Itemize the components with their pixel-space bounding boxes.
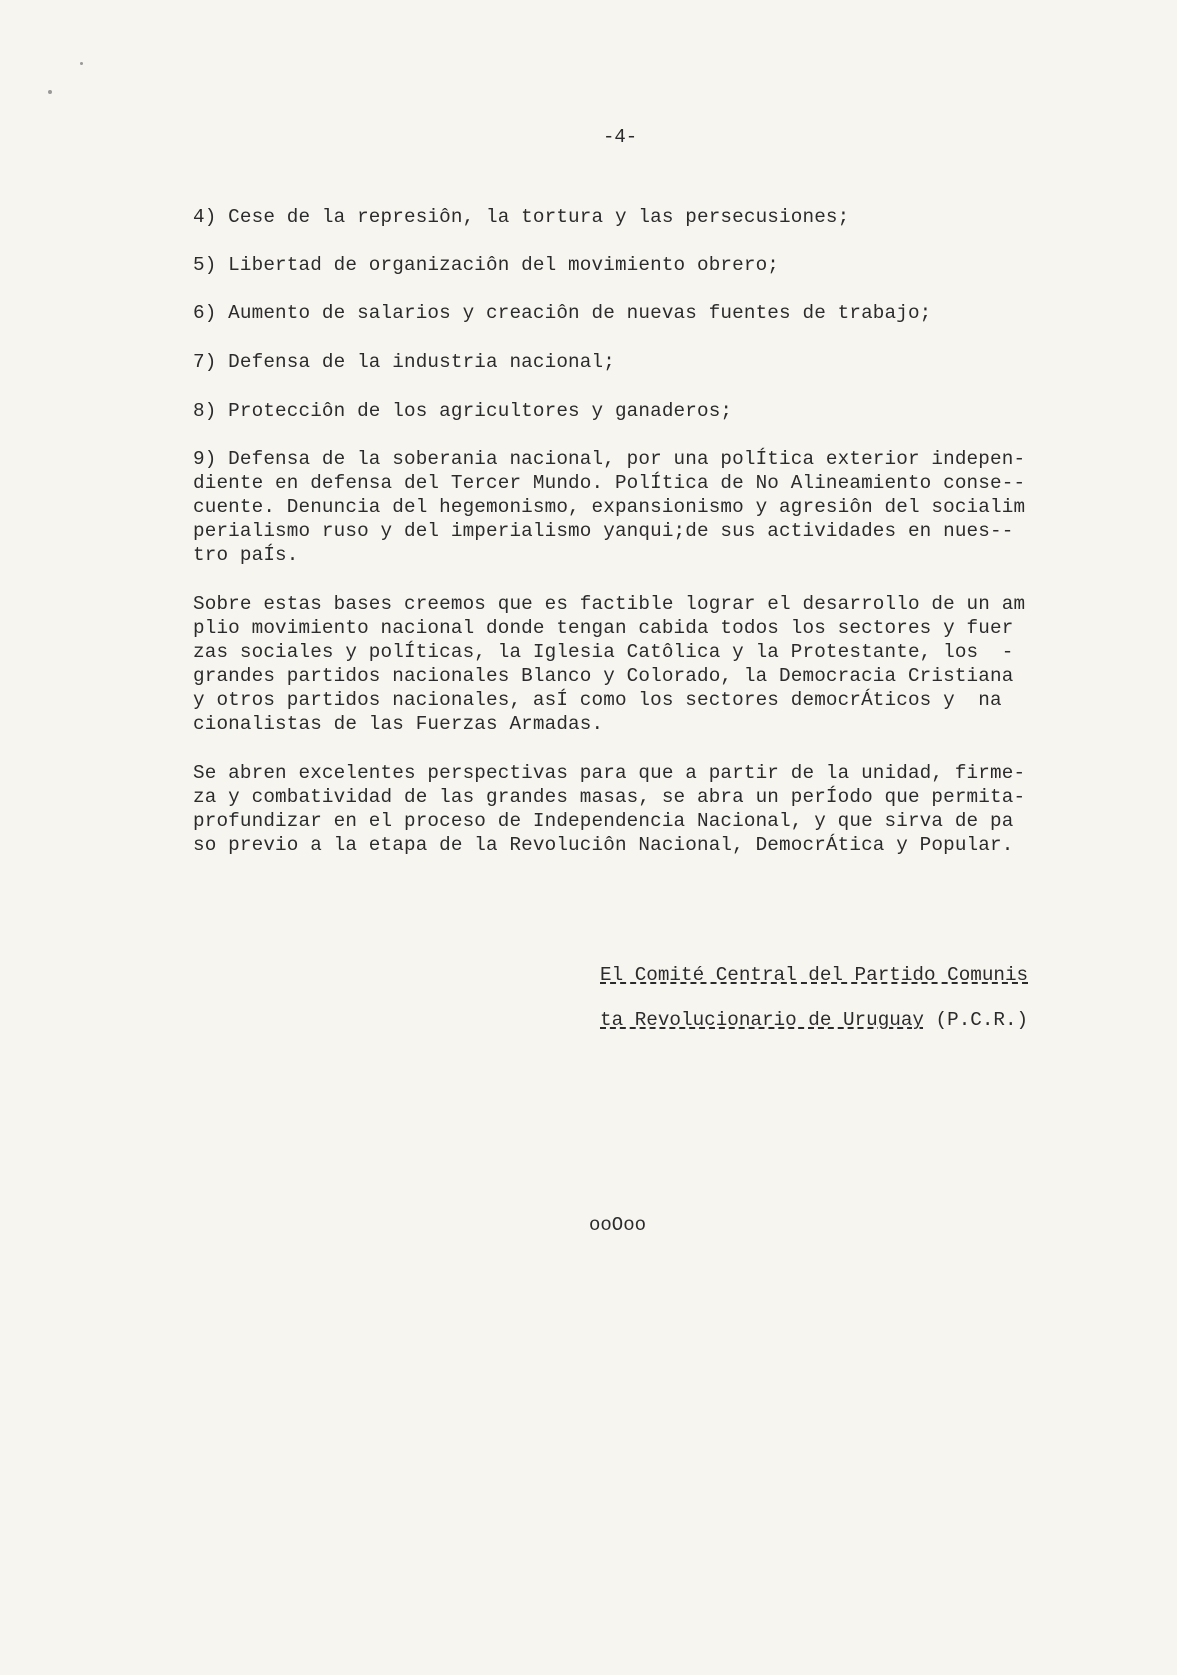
- list-item-6: 6) Aumento de salarios y creaciôn de nuevas fuentes de trabajo;: [193, 302, 932, 324]
- para1-line-2: plio movimiento nacional donde tengan cabida todos los sectores y fuer: [193, 617, 1014, 639]
- para1-line-4: grandes partidos nacionales Blanco y Colorado, la Democracia Cristiana: [193, 665, 1014, 687]
- signature-line-1: El Comité Central del Partido Comunis: [600, 964, 1029, 986]
- list-item-5: 5) Libertad de organizaciôn del movimiento obrero;: [193, 254, 780, 276]
- para2-line-2: za y combatividad de las grandes masas, se abra un perÍodo que permita-: [193, 786, 1026, 808]
- paper-speck: [80, 62, 83, 65]
- signature-acronym: (P.C.R.): [923, 1009, 1029, 1031]
- signature-line-2: [600, 1009, 1028, 1031]
- para1-line-3: zas sociales y polÍticas, la Iglesia Catôlica y la Protestante, los -: [193, 641, 1014, 663]
- item9-line-5: tro paÍs.: [193, 544, 299, 566]
- para1-line-5: y otros partidos nacionales, asÍ como los sectores democrÁticos y na: [193, 689, 1002, 711]
- signature-org-name: ta Revolucionario de Uruguay: [600, 1009, 924, 1031]
- item9-line-2: diente en defensa del Tercer Mundo. PolÍtica de No Alineamiento conse--: [193, 472, 1026, 494]
- page-number: -4-: [603, 126, 638, 148]
- para2-line-3: profundizar en el proceso de Independencia Nacional, y que sirva de pa: [193, 810, 1014, 832]
- paper-speck: [48, 90, 52, 94]
- para1-line-6: cionalistas de las Fuerzas Armadas.: [193, 713, 604, 735]
- para1-line-1: Sobre estas bases creemos que es factible lograr el desarrollo de un am: [193, 593, 1026, 615]
- para2-line-1: Se abren excelentes perspectivas para que a partir de la unidad, firme-: [193, 762, 1026, 784]
- list-item-8: 8) Protecciôn de los agricultores y ganaderos;: [193, 400, 733, 422]
- para2-line-4: so previo a la etapa de la Revoluciôn Nacional, DemocrÁtica y Popular.: [193, 834, 1014, 856]
- item9-line-3: cuente. Denuncia del hegemonismo, expansionismo y agresiôn del socialim: [193, 496, 1026, 518]
- item9-line-1: 9) Defensa de la soberania nacional, por una polÍtica exterior indepen-: [193, 448, 1026, 470]
- closing-mark: ooOoo: [589, 1214, 647, 1236]
- item9-line-4: perialismo ruso y del imperialismo yanqui;de sus actividades en nues--: [193, 520, 1014, 542]
- list-item-7: 7) Defensa de la industria nacional;: [193, 351, 615, 373]
- list-item-4: 4) Cese de la represiôn, la tortura y las persecusiones;: [193, 206, 850, 228]
